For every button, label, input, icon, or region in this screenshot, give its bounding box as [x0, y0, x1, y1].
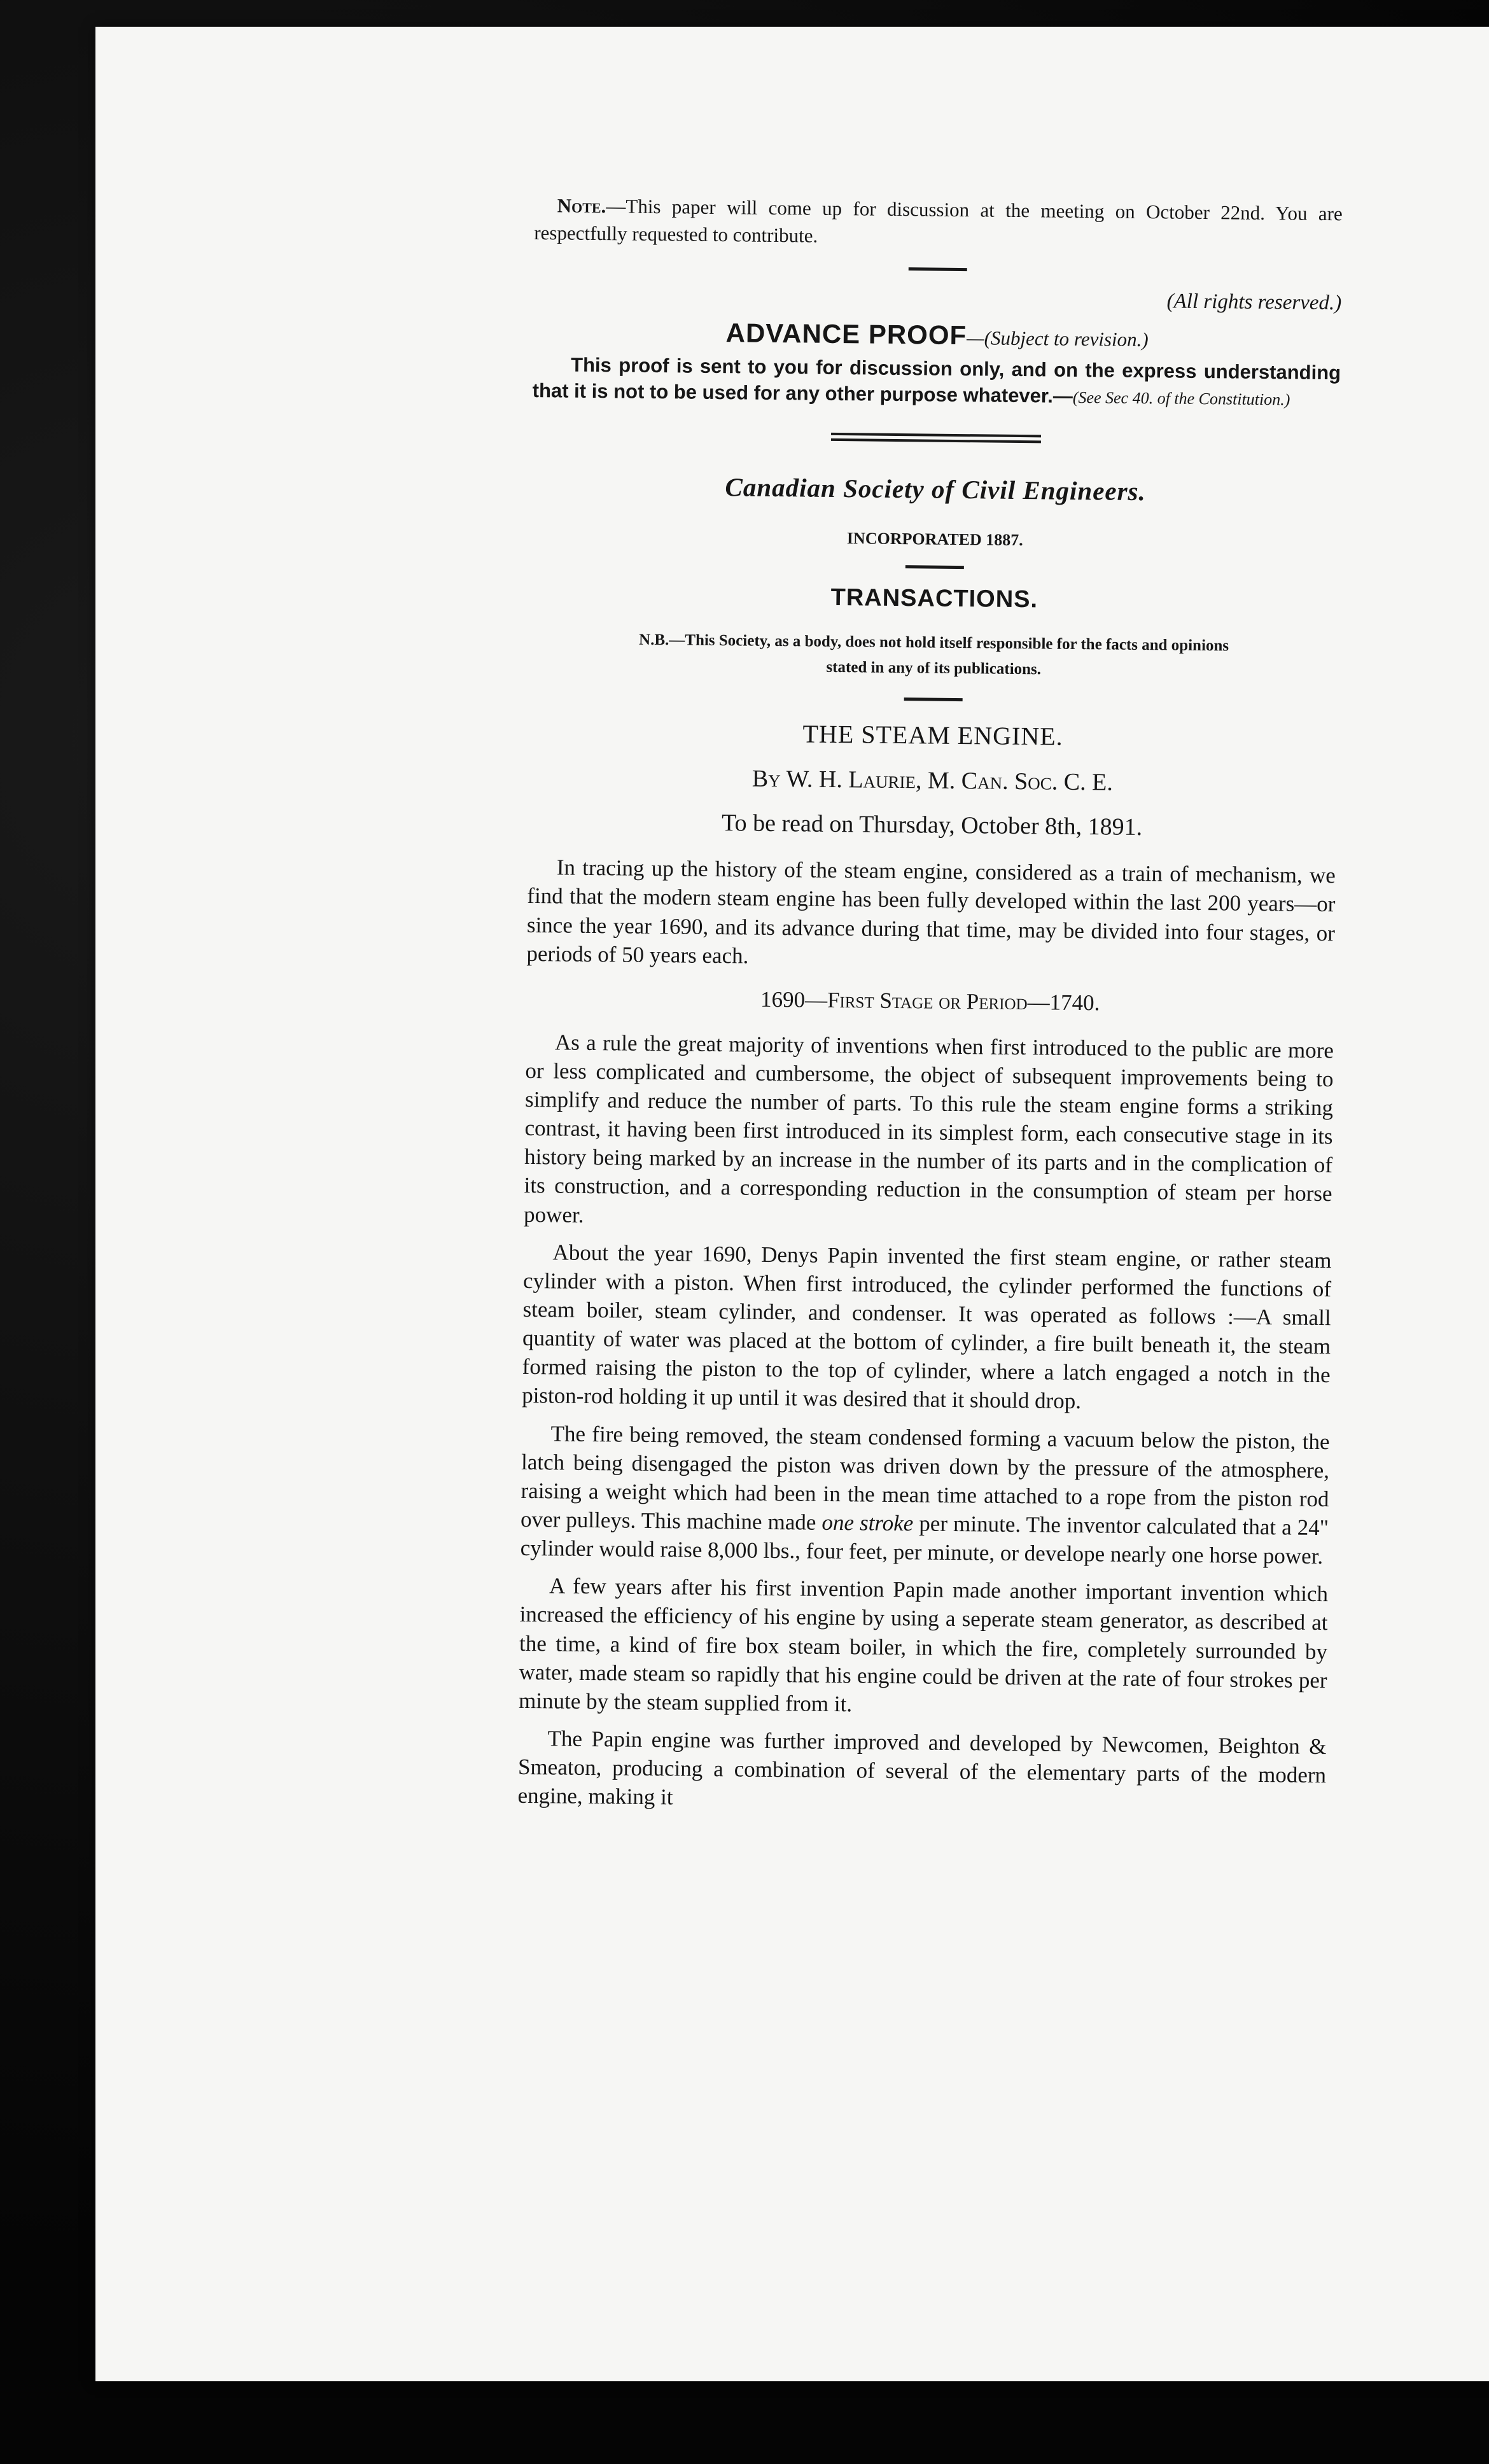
advance-proof-title: ADVANCE PROOF — [725, 317, 967, 350]
nb-line-1: N.B.—This Society, as a body, does not hold itself responsible for the facts and opinions — [638, 631, 1229, 655]
double-divider — [831, 433, 1041, 443]
proof-notice — [533, 351, 1341, 413]
proof-notice-reference: (See Sec 40. of the Constitution.) — [1072, 388, 1290, 409]
paper-author: By W. H. Laurie, M. Can. Soc. C. E. — [751, 765, 1114, 796]
body-paragraph-3-a: The fire being removed, the steam condensed forming a vacuum below the piston, the latch being disengaged the piston was driven down by the pressure of the atmosphere, raising a weight which had been in the mean time attached to a rope from the piston rod over pulleys. This machine made — [520, 1420, 1330, 1535]
document-page — [95, 27, 1489, 2381]
intro-paragraph: In tracing up the history of the steam engine, considered as a train of mechanism, we find that the modern steam engine has been fully developed within the last 200 years—or since the year 1690, and its advance during that time, may be divided into four stages, or periods of 50 years each. — [526, 855, 1336, 969]
rights-reserved: (All rights reserved.) — [1166, 289, 1342, 314]
body-paragraph-3 — [520, 1419, 1329, 1571]
body-paragraph-5: The Papin engine was further improved and developed by Newcomen, Beighton & Smeaton, producing a combination of several of the elementary parts of the modern engine, making it — [517, 1726, 1327, 1810]
nb-line-2: stated in any of its publications. — [826, 659, 1042, 678]
body-paragraph-4: A few years after his first invention Papin made another important invention which increased the efficiency of his engine by using a seperate steam generator, as described at the time, a kind of fire box steam boiler, in which the fire, completely surrounded by water, made steam so rapidly that his engine could be driven at the rate of four strokes per minute by the steam supplied from it. — [518, 1573, 1329, 1717]
body-paragraph-2: About the year 1690, Denys Papin invented the first steam engine, or rather steam cylinder with a piston. When first introduced, the cylinder performed the functions of steam boiler, steam cylinder, and condenser. It was operated as follows :—A small quantity of water was placed at the bottom of cylinder, a fire built beneath it, the steam formed raising the piston to the top of cylinder, where a latch engaged a notch in the piston-rod holding it up until it was desired that it should drop. — [521, 1240, 1332, 1414]
advance-proof-subtitle: —(Subject to revision.) — [966, 326, 1149, 351]
discussion-note — [534, 192, 1343, 255]
divider-rule — [909, 267, 967, 271]
advance-proof-heading — [533, 316, 1341, 354]
note-text: —This paper will come up for discussion at the meeting on October 22nd. You are respectfully requested to contribute. — [534, 195, 1343, 247]
transactions-heading: TRANSACTIONS. — [830, 584, 1038, 613]
society-name: Canadian Society of Civil Engineers. — [725, 472, 1147, 507]
text-column — [517, 192, 1343, 1828]
section-heading: 1690—First Stage or Period—1740. — [760, 986, 1100, 1016]
proof-notice-body: This proof is sent to you for discussion only, and on the express understanding that it is not to be used for any other purpose whatever.— — [532, 353, 1341, 408]
divider-rule-3 — [904, 697, 963, 701]
paper-title: THE STEAM ENGINE. — [802, 719, 1063, 751]
body-paragraph-1: As a rule the great majority of inventions when first introduced to the public are more or less complicated and cumbersome, the object of subsequent improvements being to simplify and reduce the number of parts. To this rule the steam engine forms a striking contrast, it having been first introduced in its simplest form, each consecutive stage in its history being marked by an increase in the number of its parts and in the complication of its construction, and a corresponding reduction in the consumption of steam per horse power. — [523, 1030, 1334, 1228]
incorporated-line: INCORPORATED 1887. — [846, 529, 1023, 550]
body-paragraph-3-emphasis: one stroke — [821, 1509, 914, 1536]
body-paragraph-3-b: per minute. The inventor calculated that a 24" cylinder would raise 8,000 lbs., four feet, per minute, or develope nearly one horse power. — [520, 1511, 1329, 1569]
paper-read-date: To be read on Thursday, October 8th, 1891. — [721, 809, 1143, 841]
divider-rule-2 — [905, 565, 964, 569]
note-lead: Note. — [557, 194, 606, 218]
nb-disclaimer — [529, 626, 1338, 685]
